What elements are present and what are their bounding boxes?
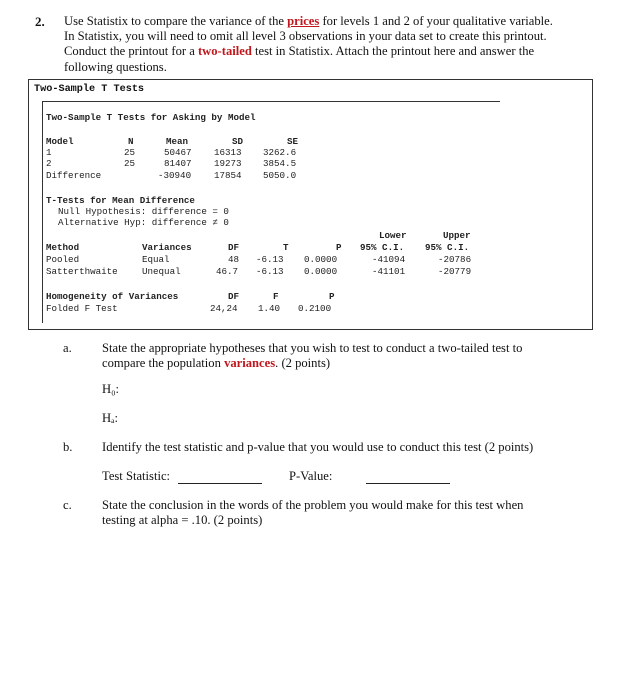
summary-row-2-mean: 81407 <box>164 158 192 169</box>
ci-upper-label: Upper <box>443 230 471 241</box>
pvalue-blank[interactable] <box>366 472 450 484</box>
part-b-prompt: Identify the test statistic and p-value that you would use to conduct this test (2 points) <box>102 440 534 454</box>
part-a-text-part2: . (2 points) <box>275 356 331 371</box>
summary-header-sd: SD <box>232 136 244 147</box>
ttest-header-df: DF <box>228 242 240 253</box>
homog-header-p: P <box>329 291 335 302</box>
ci-lower-label: Lower <box>379 230 407 241</box>
summary-header-se: SE <box>287 136 299 147</box>
summary-header-mean: Mean <box>166 136 189 147</box>
ttest-row-pooled-t: -6.13 <box>256 254 284 265</box>
ttest-row-satterthwaite-ci-lower: -41101 <box>372 266 406 277</box>
test-statistic-label: Test Statistic: <box>102 469 171 483</box>
part-a-text-part1: State the appropriate hypotheses that you wish to test to conduct a two-tailed test to compare the population <box>102 341 523 371</box>
ttest-row-satterthwaite-p: 0.0000 <box>304 266 338 277</box>
ttest-row-satterthwaite-t: -6.13 <box>256 266 284 277</box>
part-a-null-hypothesis-label: H₀: <box>102 382 119 396</box>
part-a-prompt <box>102 341 542 371</box>
summary-row-diff-se: 5050.0 <box>263 170 297 181</box>
ttest-row-pooled-df: 48 <box>228 254 240 265</box>
ttest-header-p: P <box>336 242 342 253</box>
homog-row-df: 24,24 <box>210 303 238 314</box>
summary-header-n: N <box>128 136 134 147</box>
question-text <box>64 14 564 75</box>
summary-header-model: Model <box>46 136 74 147</box>
ttest-header-method: Method <box>46 242 80 253</box>
summary-row-2-se: 3854.5 <box>263 158 297 169</box>
part-c-prompt: State the conclusion in the words of the problem you would make for this test when testing at alpha = .10. (2 points) <box>102 498 524 528</box>
ttest-row-satterthwaite-df: 46.7 <box>216 266 239 277</box>
homog-header-f: F <box>273 291 279 302</box>
part-a-alt-hypothesis-label: Hₐ: <box>102 411 119 425</box>
question-number: 2. <box>35 14 45 29</box>
question-text-part3: test in Statistix. Attach the printout here and answer the following questions. <box>64 44 535 74</box>
homog-row-test: Folded F Test <box>46 303 118 314</box>
summary-row-2-model: 2 <box>46 158 52 169</box>
ttest-header-ci-upper: 95% C.I. <box>425 242 470 253</box>
part-b-letter: b. <box>63 440 73 454</box>
ttest-row-pooled-method: Pooled <box>46 254 80 265</box>
summary-row-2-n: 25 <box>124 158 136 169</box>
ttest-header-t: T <box>283 242 289 253</box>
keyword-prices: prices <box>287 14 320 28</box>
ttest-row-pooled-ci-lower: -41094 <box>372 254 406 265</box>
ttest-heading: T-Tests for Mean Difference <box>46 195 195 206</box>
ttest-row-pooled-ci-upper: -20786 <box>438 254 472 265</box>
summary-row-1-n: 25 <box>124 147 136 158</box>
summary-row-1-model: 1 <box>46 147 52 158</box>
keyword-two-tailed: two-tailed <box>197 44 252 59</box>
summary-row-diff-model: Difference <box>46 170 102 181</box>
ttest-row-satterthwaite-method: Satterthwaite <box>46 266 118 277</box>
summary-row-1-mean: 50467 <box>164 147 192 158</box>
ttest-section-border <box>42 194 44 278</box>
question-text-part1: Use Statistix to compare the variance of the <box>64 14 288 28</box>
homog-header-title: Homogeneity of Variances <box>46 291 179 302</box>
summary-row-1-se: 3262.6 <box>263 147 297 158</box>
homog-row-p: 0.2100 <box>298 303 332 314</box>
printout-subtitle: Two-Sample T Tests for Asking by Model <box>46 112 256 123</box>
null-hypothesis: Null Hypothesis: difference = 0 <box>58 206 229 217</box>
homog-header-df: DF <box>228 291 240 302</box>
ttest-header-ci-lower: 95% C.I. <box>360 242 405 253</box>
summary-row-1-sd: 16313 <box>214 147 242 158</box>
homog-section-border <box>42 289 44 315</box>
summary-row-diff-mean: -30940 <box>158 170 192 181</box>
alternative-hypothesis: Alternative Hyp: difference ≠ 0 <box>58 217 229 228</box>
ttest-header-variances: Variances <box>142 242 192 253</box>
part-c-letter: c. <box>63 498 72 512</box>
ttest-row-pooled-variances: Equal <box>142 254 170 265</box>
question-text-part2: for levels 1 and 2 of your qualitative variable. In Statistix, you will need to omit all level 3 observations in your data set to create this printout. Conduct the printout for a <box>64 14 553 59</box>
homog-row-f: 1.40 <box>258 303 281 314</box>
keyword-variances: variances <box>224 356 276 371</box>
ttest-row-satterthwaite-variances: Unequal <box>142 266 181 277</box>
part-a-letter: a. <box>63 341 72 355</box>
summary-row-2-sd: 19273 <box>214 158 242 169</box>
pvalue-label: P-Value: <box>289 469 333 483</box>
ttest-row-pooled-p: 0.0000 <box>304 254 338 265</box>
test-statistic-blank[interactable] <box>178 472 262 484</box>
ttest-row-satterthwaite-ci-upper: -20779 <box>438 266 472 277</box>
printout-title: Two-Sample T Tests <box>34 84 145 95</box>
summary-row-diff-sd: 17854 <box>214 170 242 181</box>
